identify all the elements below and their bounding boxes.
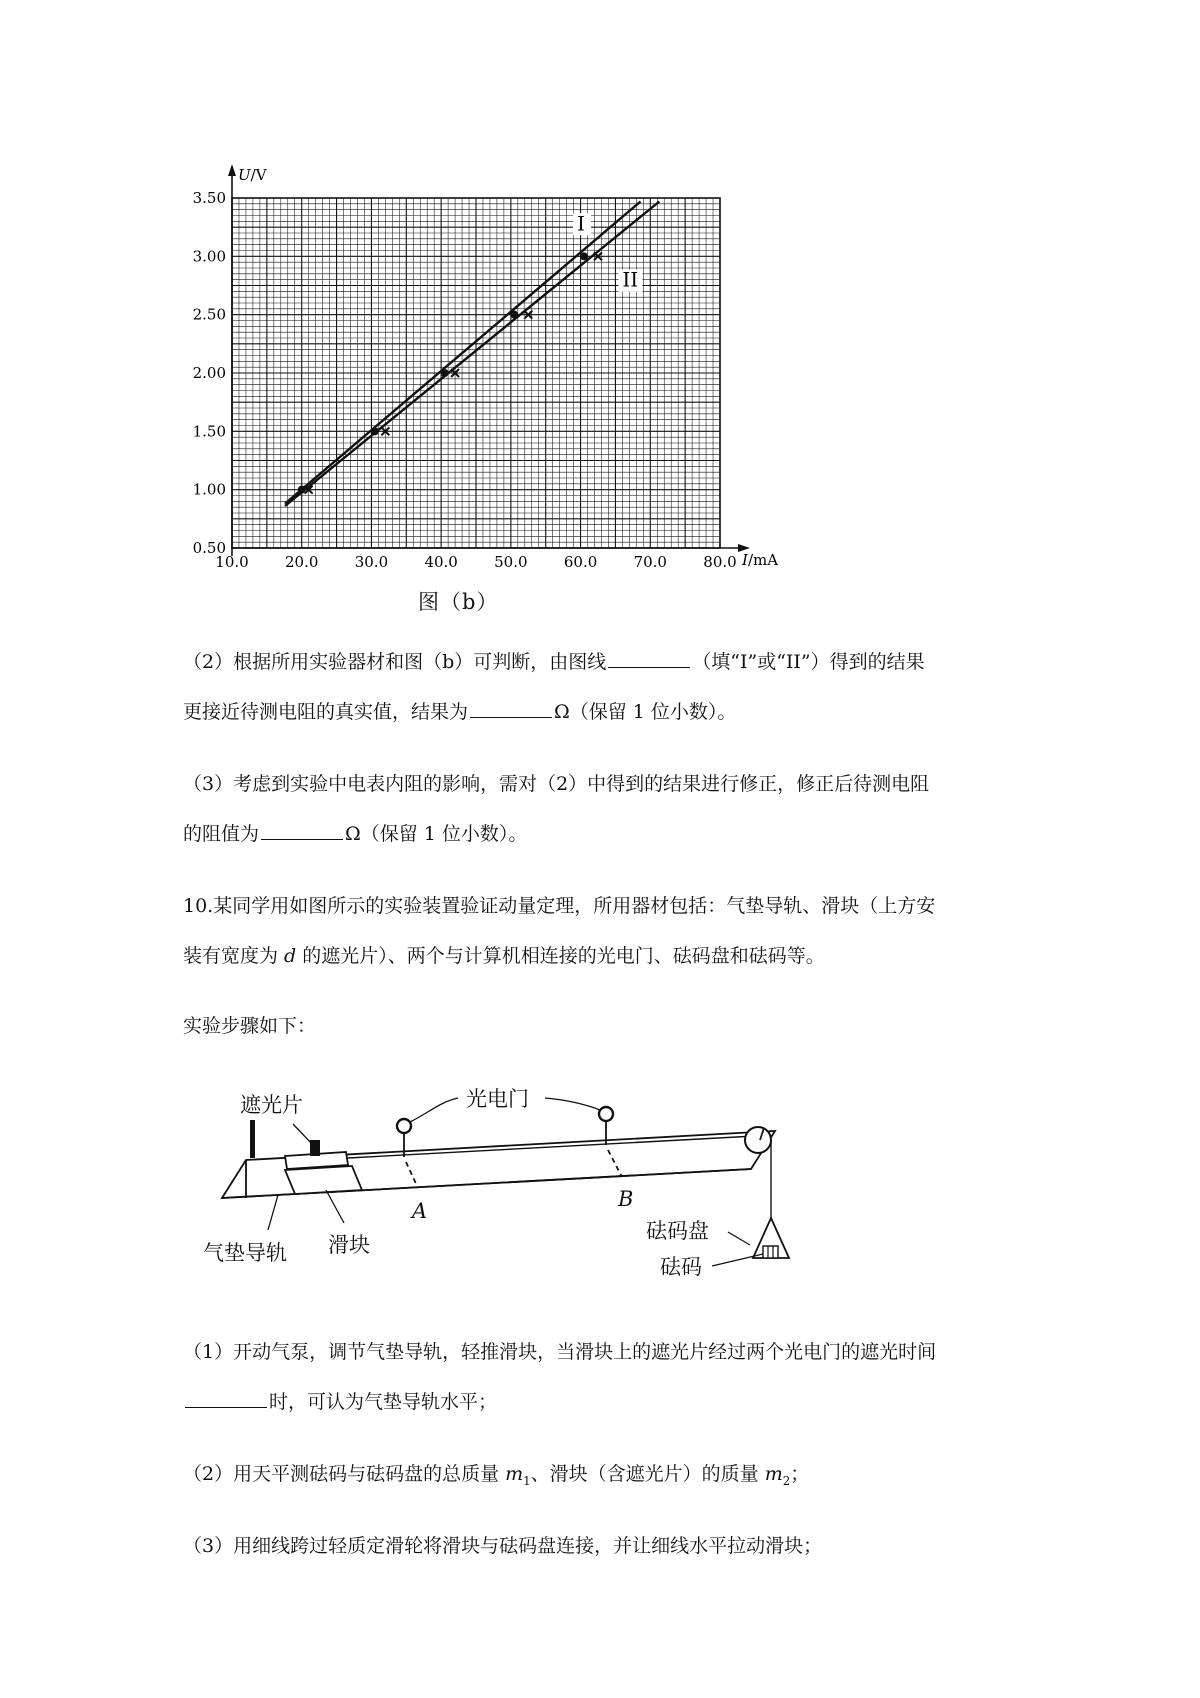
figure-caption-b: 图（b） — [418, 590, 499, 614]
iu-graph — [0, 0, 1200, 620]
x-tick-label: 80.0 — [703, 553, 737, 571]
label-weight-pan: 砝码盘 — [646, 1219, 709, 1243]
x-tick-label: 20.0 — [285, 553, 319, 571]
y-tick-label: 0.50 — [192, 539, 226, 557]
slider-block — [285, 1166, 362, 1194]
series-line-1 — [285, 202, 641, 504]
label-air-track: 气垫导轨 — [203, 1241, 287, 1265]
pulley-icon — [745, 1127, 771, 1153]
x-tick-label: 70.0 — [633, 553, 667, 571]
series-label-1: I — [577, 211, 585, 236]
q9-part2-line1: （2）根据所用实验器材和图（b）可判断，由图线 （填“I”或“II”）得到的结果 — [183, 648, 1043, 677]
graph-grid — [232, 198, 720, 548]
q10-step2: （2）用天平测砝码与砝码盘的总质量 $m_1$、滑块（含遮光片）的质量 $m_2$； — [183, 1463, 810, 1488]
x-tick-label: 50.0 — [494, 553, 528, 571]
y-axis-label: U/V — [238, 166, 267, 184]
shutter-plate — [310, 1140, 320, 1156]
q10-steps-heading: 实验步骤如下： — [183, 1015, 317, 1037]
photogate-a-icon — [397, 1119, 411, 1133]
label-weights: 砝码 — [660, 1255, 702, 1279]
q9-part3-line1: （3）考虑到实验中电表内阻的影响，需对（2）中得到的结果进行修正，修正后待测电阻 — [183, 773, 930, 795]
series-label-2: II — [622, 267, 639, 292]
label-point-a: A — [412, 1199, 428, 1223]
q9-part2-line2: 更接近待测电阻的真实值，结果为 Ω（保留 1 位小数）。 — [183, 698, 1043, 727]
label-shutter: 遮光片 — [240, 1093, 303, 1117]
label-slider: 滑块 — [328, 1233, 370, 1257]
label-point-b: B — [618, 1187, 634, 1211]
y-tick-label: 2.50 — [192, 305, 226, 324]
y-tick-label: 3.00 — [192, 247, 226, 266]
y-tick-label: 3.50 — [192, 189, 226, 207]
answer-blank-curve[interactable] — [608, 648, 690, 668]
air-track-apparatus-diagram — [0, 1070, 1200, 1290]
answer-blank-corrected-resistance[interactable] — [261, 820, 343, 840]
y-tick-label: 1.00 — [192, 480, 226, 499]
photogate-b-icon — [599, 1107, 613, 1121]
x-tick-label: 40.0 — [424, 553, 458, 571]
answer-blank-shading-time[interactable] — [185, 1388, 267, 1408]
y-tick-label: 2.00 — [192, 364, 226, 382]
q10-step3: （3）用细线跨过轻质定滑轮将滑块与砝码盘连接，并让细线水平拉动滑块； — [183, 1535, 823, 1557]
answer-blank-resistance[interactable] — [470, 698, 552, 718]
graph-axes — [228, 164, 750, 556]
q10-step1-line2: 时，可认为气垫导轨水平； — [183, 1388, 1043, 1417]
x-tick-label: 60.0 — [563, 553, 598, 571]
q10-intro-line1: 10.某同学用如图所示的实验装置验证动量定理，所用器材包括：气垫导轨、滑块（上方安 — [183, 895, 936, 917]
q10-step1-line1: （1）开动气泵，调节气垫导轨，轻推滑块，当滑块上的遮光片经过两个光电门的遮光时间 — [183, 1341, 937, 1363]
q9-part3-line2: 的阻值为 Ω（保留 1 位小数）。 — [183, 820, 1043, 849]
end-stop-post — [250, 1120, 255, 1158]
graph-tick-labels — [193, 189, 737, 571]
x-axis-label: I/mA — [742, 551, 779, 569]
label-photogate: 光电门 — [466, 1087, 529, 1111]
x-tick-label: 30.0 — [354, 553, 389, 571]
y-tick-label: 1.50 — [192, 422, 226, 441]
weights-icon — [763, 1246, 778, 1258]
x-tick-label: 10.0 — [215, 553, 249, 571]
y-axis-arrow — [228, 164, 236, 176]
q10-intro-line2: 装有宽度为 d 的遮光片）、两个与计算机相连接的光电门、砝码盘和砝码等。 — [183, 945, 825, 967]
